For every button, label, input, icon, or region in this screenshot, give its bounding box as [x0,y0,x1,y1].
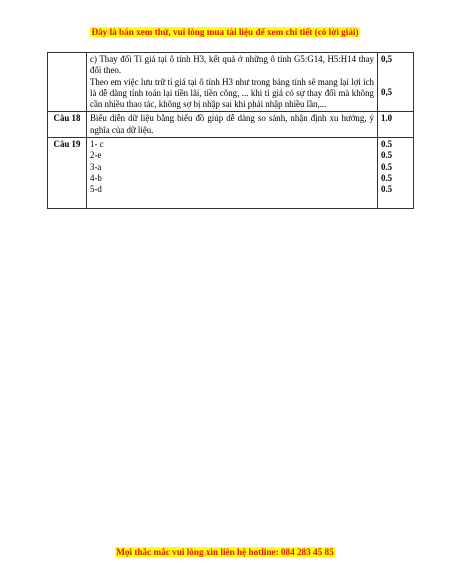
score-value: 0,5 [381,87,393,98]
preview-notice-banner [0,26,450,38]
preview-notice-text: Đây là bản xem thử, vui lòng mua tài liệu để xem chi tiết (có lời giải) [91,27,359,37]
score-cell [378,138,414,208]
answer-text: c) Thay đổi Tỉ giá tại ô tính H3, kết quả ở những ô tính G5:G14, H5:H14 thay đổi theo. [90,54,374,76]
question-cell: Câu 19 [48,138,87,208]
answer-text: Theo em việc lưu trữ tỉ giá tại ô tính H3 như trong bảng tính sẽ mang lại lợi ích là dễ dàng tính toán lại tiền lãi, tiền công, ... khi tỉ giá có sự thay đổi mà không cần nhiều thao tác, không sợ bị nhập sai khi phải nhập nhiều lần,... [90,76,374,110]
answer-line: 5-d [90,184,102,195]
table-row [48,53,414,112]
answer-line: 3-a [90,161,102,172]
answer-line: 1- c [90,139,104,150]
answer-cell [87,138,378,208]
table-row [48,112,414,138]
score-value: 1.0 [381,113,393,124]
answer-line: 2-e [90,150,102,161]
score-value: 0.5 [381,161,393,172]
score-value: 0.5 [381,184,393,195]
hotline-text: Mọi thắc mắc vui lòng xin liên hệ hotline: 084 283 45 85 [116,547,334,557]
score-value: 0,5 [381,54,393,64]
answer-line: 4-b [90,172,102,183]
score-cell [378,112,414,138]
question-cell: Câu 18 [48,112,87,138]
answer-key-table [47,52,414,209]
score-value: 0.5 [381,139,393,150]
score-value: 0.5 [381,150,393,161]
answer-cell [87,53,378,112]
question-cell [48,53,87,112]
score-value: 0.5 [381,172,393,183]
table-row [48,138,414,208]
answer-cell [87,112,378,138]
answer-text: Biểu diễn dữ liệu bằng biểu đồ giúp dễ dàng so sánh, nhận định xu hướng, ý nghĩa của dữ liệu. [90,113,374,135]
hotline-banner [0,546,450,558]
score-cell [378,53,414,112]
